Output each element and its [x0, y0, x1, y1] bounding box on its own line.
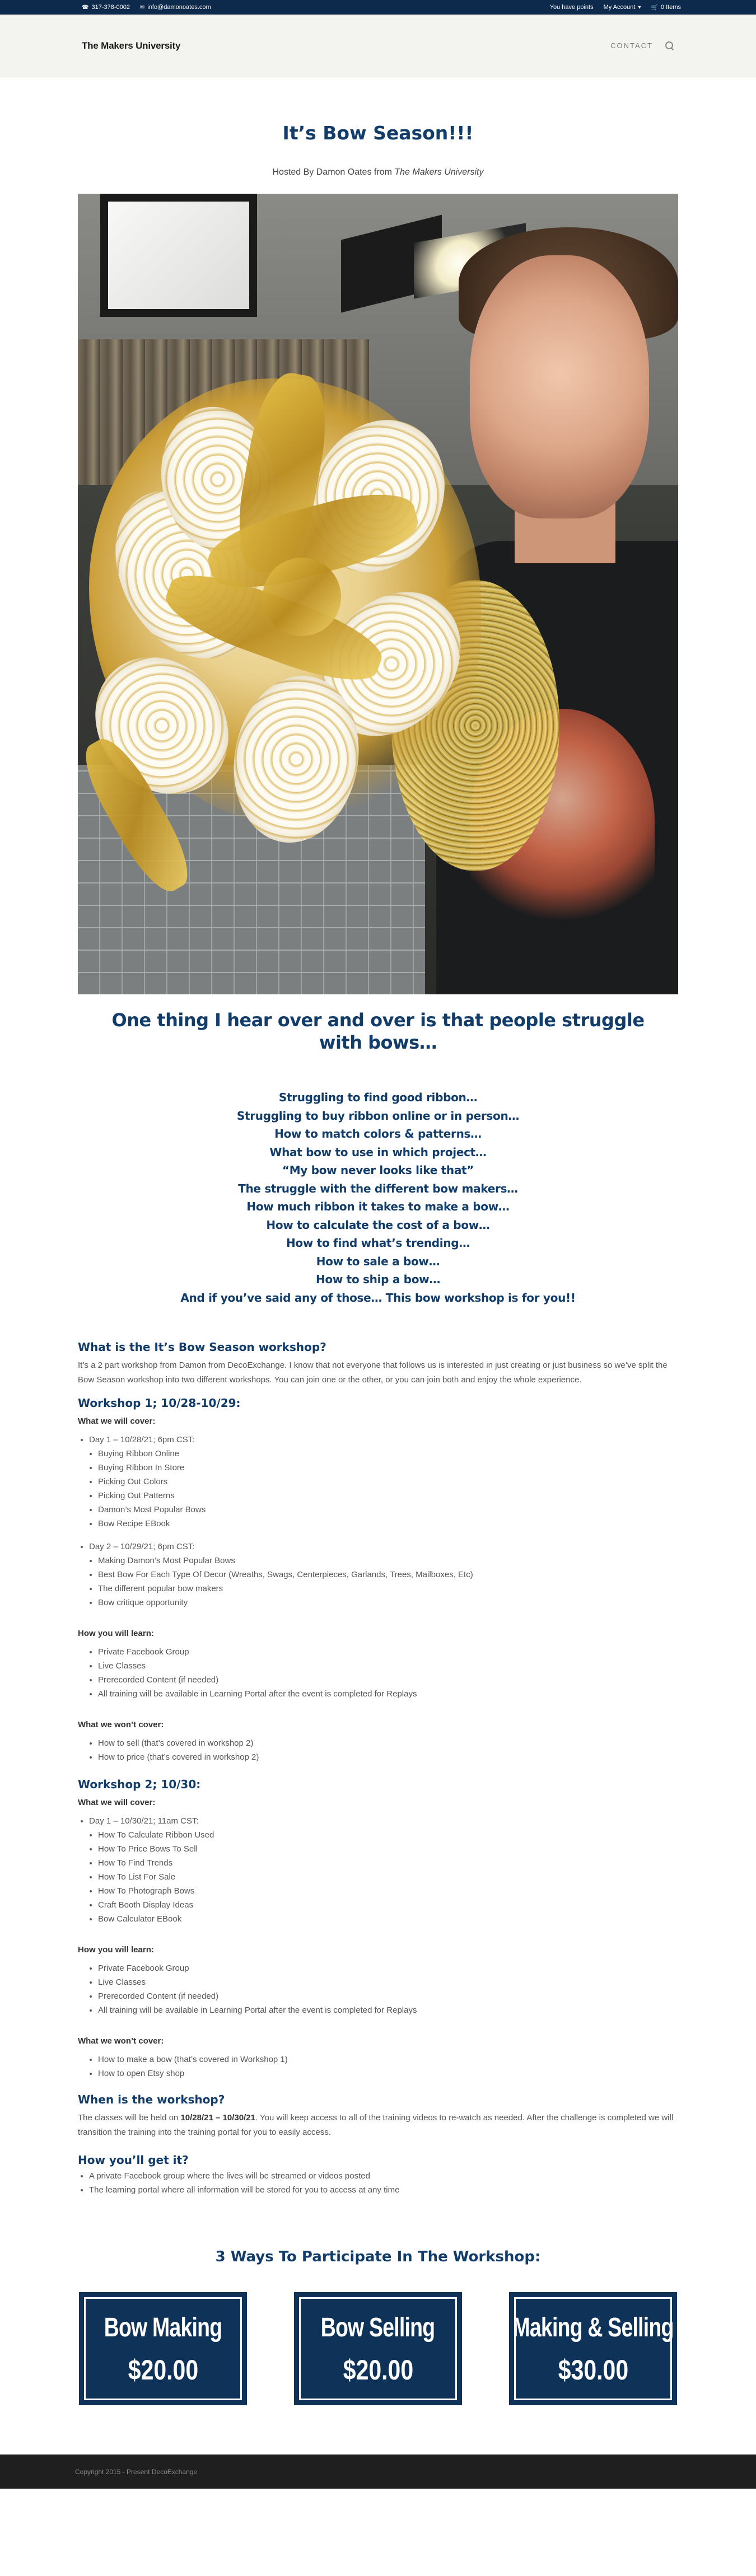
hosted-by [78, 167, 678, 177]
struggle-item: How to calculate the cost of a bow… [266, 1218, 490, 1232]
list-item: • Buying Ribbon In Store [98, 1461, 678, 1475]
when-heading: When is the workshop? [78, 2093, 225, 2106]
when-dates: 10/28/21 – 10/30/21 [180, 2113, 255, 2122]
workshop2-cover-list [78, 1814, 678, 1926]
list-item: • Live Classes [98, 1975, 678, 1989]
workshop1-cover-label: What we will cover: [78, 1416, 156, 1426]
main-nav [610, 41, 674, 50]
list-item: • The different popular bow makers [98, 1582, 678, 1596]
email-address: info@damonoates.com [147, 4, 211, 11]
pricing-cards [78, 2292, 678, 2405]
cart-count: 0 Items [660, 4, 681, 11]
list-item: • Craft Booth Display Ideas [98, 1898, 678, 1912]
struggle-item: How to sale a bow… [316, 1254, 440, 1268]
list-item: • Damon’s Most Popular Bows [98, 1503, 678, 1517]
struggle-item: How to ship a bow… [315, 1273, 441, 1286]
list-item: • All training will be available in Learning Portal after the event is completed for Replays [98, 1687, 678, 1701]
struggle-item: The struggle with the different bow makers… [238, 1181, 518, 1195]
workshop2-wont-label: What we won’t cover: [78, 2036, 164, 2046]
struggle-item: How much ribbon it takes to make a bow… [246, 1200, 510, 1213]
list-item: • Prerecorded Content (if needed) [98, 1989, 678, 2003]
top-bar-account [550, 4, 681, 11]
struggle-heading: One thing I hear over and over is that people struggle with bows… [111, 1009, 645, 1053]
list-item: • How to sell (that’s covered in workshop 2) [98, 1736, 678, 1750]
my-account-menu[interactable] [604, 4, 641, 11]
list-item: • Bow Recipe EBook [98, 1517, 678, 1531]
workshop1-wont-list [78, 1736, 678, 1764]
list-item: • Best Bow For Each Type Of Decor (Wreaths, Swags, Centerpieces, Garlands, Trees, Mailboxes, Etc) [98, 1568, 678, 1582]
copyright-text: Copyright 2015 - Present DecoExchange [75, 2467, 198, 2476]
ways-heading: 3 Ways To Participate In The Workshop: [215, 2248, 541, 2265]
list-item: • Private Facebook Group [98, 1645, 678, 1659]
search-icon[interactable] [665, 41, 674, 50]
card-price: $30.00 [558, 2354, 628, 2386]
workshop1-learn-list [78, 1645, 678, 1701]
list-item: • Live Classes [98, 1659, 678, 1673]
list-item: • Day 1 – 10/30/21; 11am CST: • How To Calculate Ribbon Used • How To Price Bows To Sell • How To Find Trends • How To List For Sale • How To Photograph Bows • Craft Booth Display Ideas • Bow Calculator EBook [89, 1814, 678, 1926]
list-item: • How To List For Sale [98, 1870, 678, 1884]
list-item: • Prerecorded Content (if needed) [98, 1673, 678, 1687]
person-face [470, 255, 649, 518]
list-item: • All training will be available in Learning Portal after the event is completed for Replays [98, 2003, 678, 2017]
workshop2-heading: Workshop 2; 10/30: [78, 1778, 201, 1791]
list-item: • How To Calculate Ribbon Used [98, 1828, 678, 1842]
list-item: • Day 1 – 10/28/21; 6pm CST: • Buying Ribbon Online • Buying Ribbon In Store • Picking Out Colors • Picking Out Patterns • Damon’s Most Popular Bows • Bow Recipe EBook [89, 1433, 678, 1531]
chevron-down-icon: ▾ [638, 4, 641, 11]
card-making-selling[interactable] [509, 2292, 677, 2405]
workshop2-learn-label: How you will learn: [78, 1945, 154, 1955]
list-item: • How To Price Bows To Sell [98, 1842, 678, 1856]
workshop2-learn-list [78, 1961, 678, 2017]
softbox-light [100, 194, 257, 317]
get-heading: How you’ll get it? [78, 2153, 189, 2167]
struggle-item: And if you’ve said any of those… This bow workshop is for you!! [180, 1291, 576, 1305]
struggle-item: Struggling to buy ribbon online or in person… [236, 1109, 520, 1123]
workshop2-wont-list [78, 2053, 678, 2081]
struggle-item: What bow to use in which project… [269, 1145, 487, 1159]
card-name: Bow Selling [321, 2312, 435, 2343]
card-price: $20.00 [343, 2354, 413, 2386]
card-name: Making & Selling [512, 2312, 674, 2343]
email-icon: ✉ [139, 4, 145, 11]
workshop1-wont-label: What we won’t cover: [78, 1720, 164, 1729]
email-link[interactable] [140, 4, 211, 11]
phone-number: 317-378-0002 [91, 4, 130, 11]
list-item: • Buying Ribbon Online [98, 1447, 678, 1461]
workshop1-day2-list [78, 1540, 678, 1610]
hero-photo [78, 194, 678, 994]
nav-contact[interactable]: CONTACT [610, 41, 653, 50]
get-list [78, 2169, 678, 2197]
list-item: • Making Damon’s Most Popular Bows [98, 1554, 678, 1568]
points-link[interactable]: You have points [549, 4, 594, 11]
struggle-item: How to match colors & patterns… [274, 1127, 482, 1140]
list-item: • Bow critique opportunity [98, 1596, 678, 1610]
site-header [0, 15, 756, 77]
card-bow-selling[interactable] [294, 2292, 462, 2405]
struggle-item: “My bow never looks like that” [282, 1163, 474, 1177]
list-item: • How To Photograph Bows [98, 1884, 678, 1898]
list-item: • Day 2 – 10/29/21; 6pm CST: • Making Damon’s Most Popular Bows • Best Bow For Each Type Of Decor (Wreaths, Swags, Centerpieces, Garlands, Trees, Mailboxes, Etc) • The different popular bow makers • Bow critique opportunity [89, 1540, 678, 1610]
workshop2-cover-label: What we will cover: [78, 1798, 156, 1807]
list-item: • Private Facebook Group [98, 1961, 678, 1975]
cart-link[interactable] [651, 4, 681, 11]
list-item: • Bow Calculator EBook [98, 1912, 678, 1926]
when-text: The classes will be held on 10/28/21 – 10/30/21. You will keep access to all of the training videos to re-watch as needed. After the challenge is completed we will transition the training into the training portal for you to easily access. [78, 2113, 674, 2137]
struggle-list [78, 1088, 678, 1307]
struggle-item: How to find what’s trending… [286, 1236, 470, 1250]
list-item: • How To Find Trends [98, 1856, 678, 1870]
list-item: • The learning portal where all information will be stored for you to access at any time [89, 2183, 678, 2197]
what-is-text: It’s a 2 part workshop from Damon from DecoExchange. I know that not everyone that follows us is interested in just creating or just business so we’ve split the Bow Season workshop into two different workshops. You can join one or the other, or you can join both and enjoy the whole experience. [78, 1361, 668, 1385]
list-item: • How to price (that’s covered in workshop 2) [98, 1750, 678, 1764]
workshop1-heading: Workshop 1; 10/28-10/29: [78, 1396, 241, 1410]
phone-link[interactable] [82, 4, 130, 11]
list-item: • A private Facebook group where the lives will be streamed or videos posted [89, 2169, 678, 2183]
what-is-heading: What is the It’s Bow Season workshop? [78, 1340, 326, 1354]
phone-icon: ☎ [82, 4, 89, 11]
cart-icon: 🛒 [651, 4, 658, 11]
workshop1-learn-label: How you will learn: [78, 1629, 154, 1638]
list-item: • Picking Out Colors [98, 1475, 678, 1489]
my-account-label: My Account [603, 4, 636, 11]
top-bar [0, 0, 756, 15]
card-price: $20.00 [128, 2354, 198, 2386]
top-bar-contact [82, 4, 211, 11]
hosted-prefix: Hosted By Damon Oates from [272, 167, 395, 177]
workshop1-cover-list [78, 1433, 678, 1531]
hosted-org: The Makers University [394, 167, 484, 177]
main-content [78, 122, 678, 2405]
site-footer [0, 2455, 756, 2489]
list-item: • How to open Etsy shop [98, 2067, 678, 2081]
site-logo[interactable]: The Makers University [82, 40, 181, 51]
page-title: It’s Bow Season!!! [282, 122, 474, 144]
card-bow-making[interactable] [79, 2292, 247, 2405]
struggle-item: Struggling to find good ribbon… [278, 1091, 478, 1104]
list-item: • How to make a bow (that’s covered in Workshop 1) [98, 2053, 678, 2067]
list-item: • Picking Out Patterns [98, 1489, 678, 1503]
card-name: Bow Making [104, 2312, 222, 2343]
